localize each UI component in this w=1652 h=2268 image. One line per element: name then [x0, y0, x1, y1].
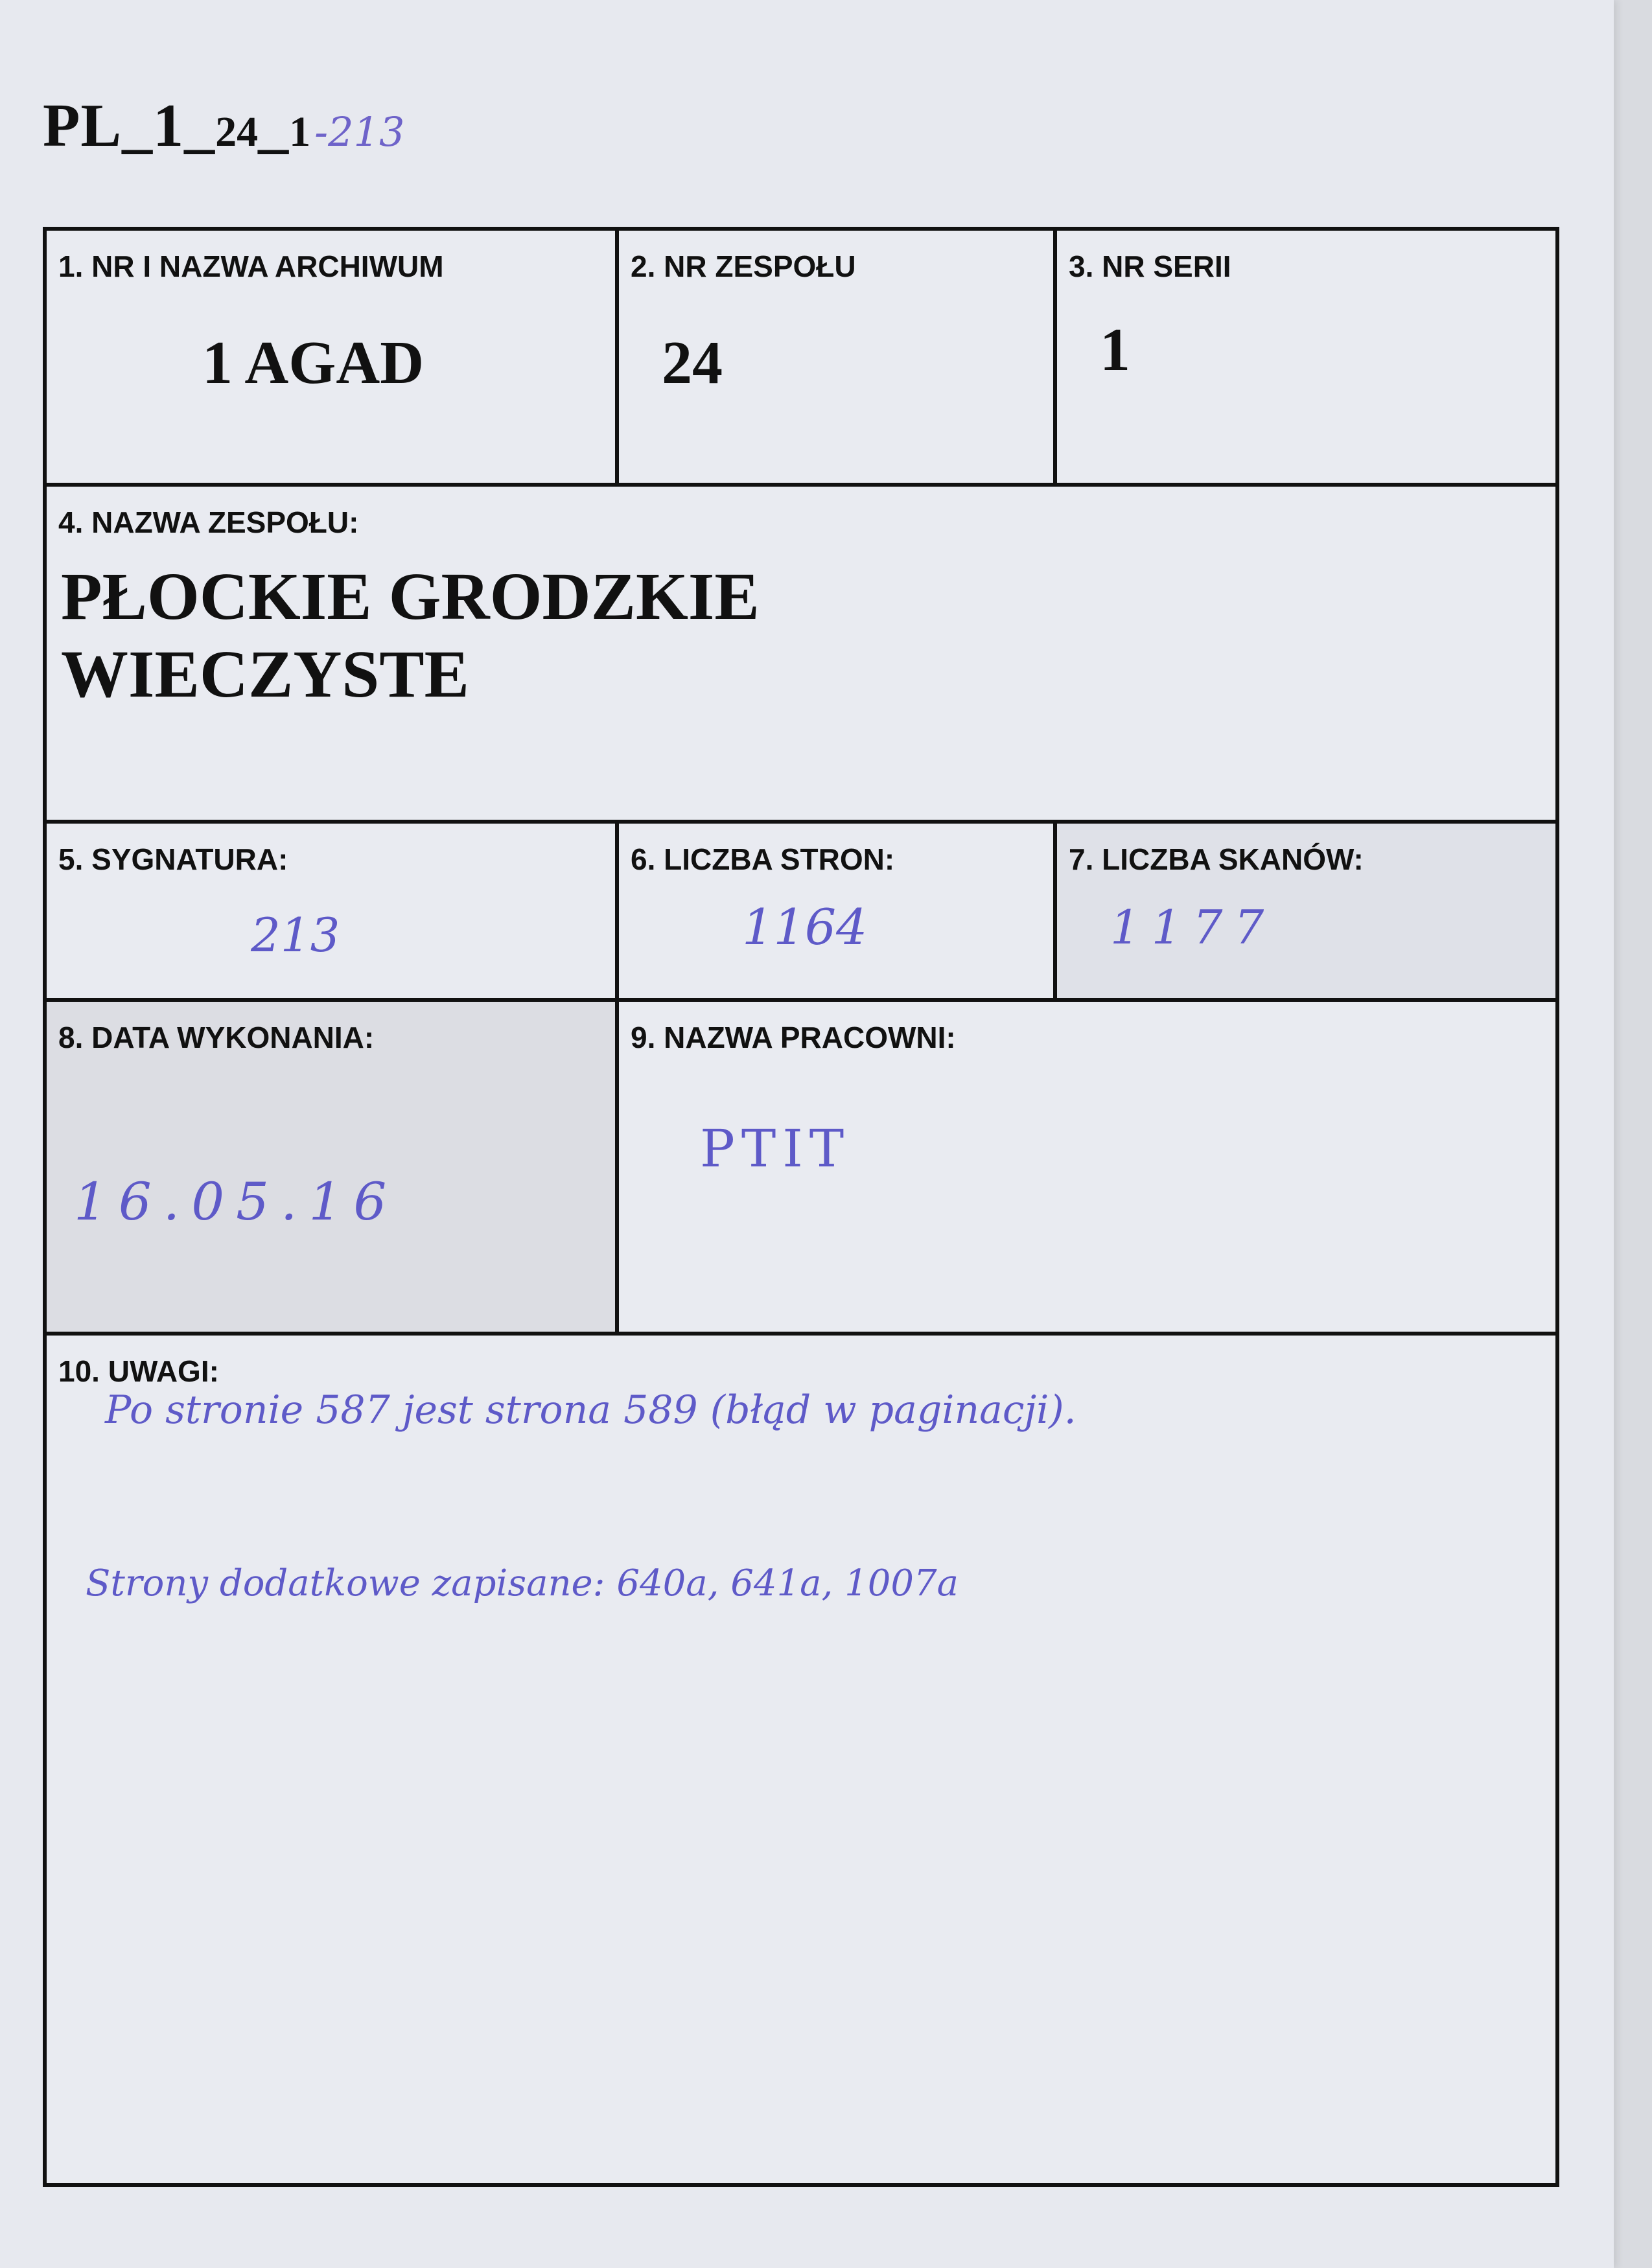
- date-cell: [47, 1002, 619, 1336]
- fond-number-cell: [619, 231, 1057, 487]
- notes-line-2: Strony dodatkowe zapisane: 640a, 641a, 1007a: [86, 1562, 959, 1604]
- page-count-value: 1164: [742, 898, 868, 956]
- code-prefix: PL_1_: [43, 92, 216, 159]
- scan-count-cell: [1057, 824, 1555, 1002]
- series-number-cell: [1057, 231, 1555, 487]
- page-count-label: 6. LICZBA STRON:: [631, 842, 895, 876]
- archive-form: [43, 227, 1559, 2187]
- code-series: 1: [289, 108, 311, 156]
- workshop-cell: [619, 1002, 1555, 1336]
- scan-count-value: 1177: [1110, 900, 1276, 955]
- signature-label: 5. SYGNATURA:: [58, 842, 288, 876]
- fond-number-label: 2. NR ZESPOŁU: [631, 249, 856, 283]
- code-handwritten-suffix: -213: [314, 108, 405, 156]
- archive-cell: [47, 231, 619, 487]
- notes-line-1: Po stronie 587 jest strona 589 (błąd w paginacji).: [105, 1387, 1076, 1433]
- series-number-label: 3. NR SERII: [1069, 249, 1231, 283]
- notes-label: 10. UWAGI:: [58, 1354, 219, 1388]
- code-fond: 24: [215, 108, 259, 156]
- archive-value: 1 AGAD: [202, 329, 425, 397]
- fond-name-value: [61, 558, 760, 713]
- fond-name-cell: [47, 487, 1555, 824]
- signature-value: 213: [251, 908, 340, 962]
- archive-label: 1. NR I NAZWA ARCHIWUM: [58, 249, 444, 283]
- series-number-value: 1: [1100, 316, 1130, 384]
- workshop-value: PTIT: [700, 1118, 851, 1179]
- fond-name-line-2: WIECZYSTE: [61, 636, 469, 712]
- code-separator: _: [258, 92, 290, 159]
- date-value: 16.05.16: [74, 1172, 399, 1232]
- date-label: 8. DATA WYKONANIA:: [58, 1021, 375, 1054]
- scan-count-label: 7. LICZBA SKANÓW:: [1069, 842, 1364, 876]
- document-code: [43, 91, 404, 168]
- page-count-cell: [619, 824, 1057, 1002]
- fond-name-line-1: PŁOCKIE GRODZKIE: [61, 559, 760, 634]
- workshop-label: 9. NAZWA PRACOWNI:: [631, 1021, 956, 1054]
- signature-cell: [47, 824, 619, 1002]
- fond-name-label: 4. NAZWA ZESPOŁU:: [58, 505, 359, 539]
- notes-cell: [47, 1336, 1555, 2183]
- fond-number-value: 24: [662, 329, 723, 397]
